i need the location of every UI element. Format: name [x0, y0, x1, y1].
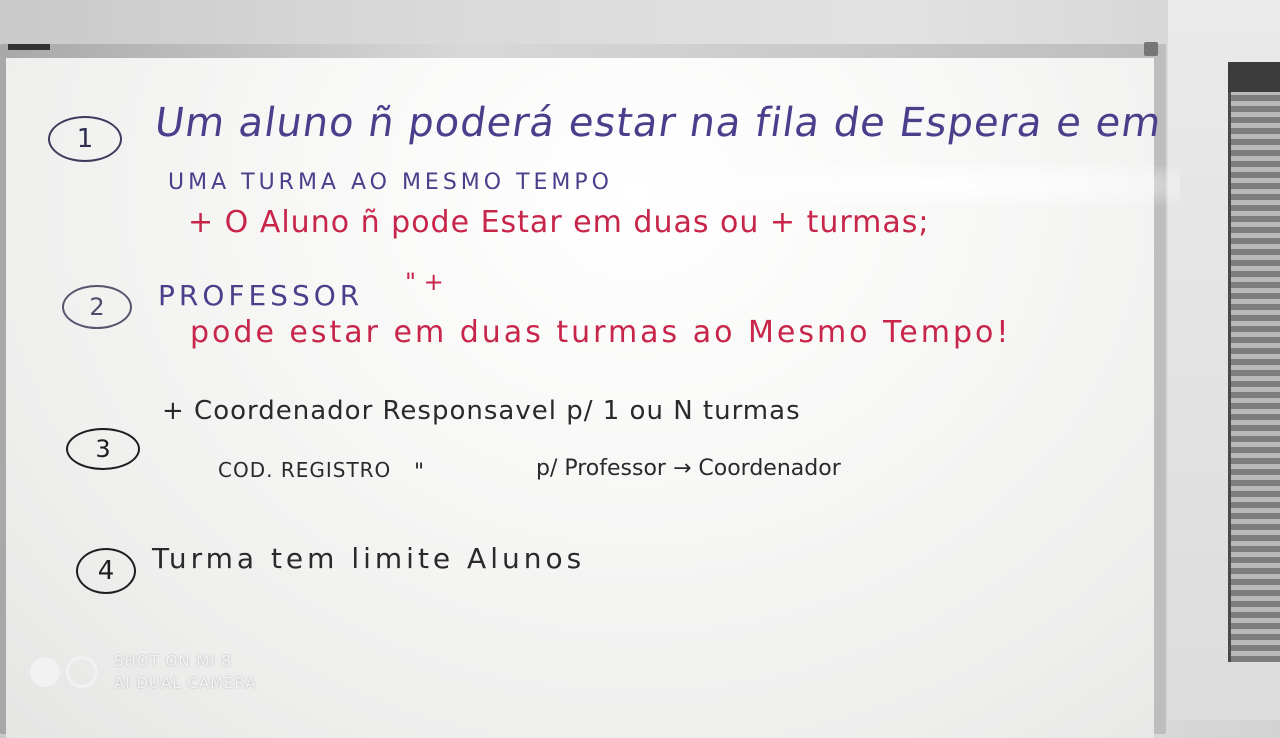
frame-label [8, 44, 50, 50]
camera-logo-icon [30, 657, 60, 687]
light-glare [700, 165, 1180, 205]
item-3-sub-right: p/ Professor → Coordenador [536, 456, 841, 481]
item-number-circle [62, 285, 132, 329]
item-4-line-1: Turma tem limite Alunos [152, 542, 586, 575]
frame-corner [1144, 42, 1158, 56]
item-1-line-1: Um aluno ñ poderá estar na fila de Espera e em [151, 100, 1165, 146]
watermark-line-1: SHOT ON MI 8 [114, 652, 233, 670]
item-number: 3 [95, 435, 111, 463]
item-3-sub-mark: " [414, 460, 425, 485]
item-number-circle [48, 116, 122, 162]
item-3-line-1: + Coordenador Responsavel p/ 1 ou N turmas [162, 396, 801, 426]
watermark-text [114, 650, 257, 694]
camera-ring-icon [66, 656, 98, 688]
item-2-red-note: pode estar em duas turmas ao Mesmo Tempo! [190, 315, 1012, 350]
item-2-line-1: PROFESSOR [158, 279, 364, 312]
item-2-mark: " + [405, 268, 444, 296]
item-1-line-2: UMA TURMA AO MESMO TEMPO [168, 170, 613, 195]
item-number-circle [76, 548, 136, 594]
item-1-red-note: + O Aluno ñ pode Estar em duas ou + turmas; [188, 205, 930, 240]
item-number: 2 [89, 293, 105, 321]
blinds-top [1228, 62, 1280, 92]
item-number-circle [66, 428, 140, 470]
item-number: 4 [97, 556, 115, 586]
item-number: 1 [76, 124, 94, 154]
watermark-line-2: AI DUAL CAMERA [114, 674, 257, 692]
camera-watermark [30, 650, 257, 694]
window-blinds [1228, 62, 1280, 662]
item-3-sub-left: COD. REGISTRO [218, 458, 392, 482]
